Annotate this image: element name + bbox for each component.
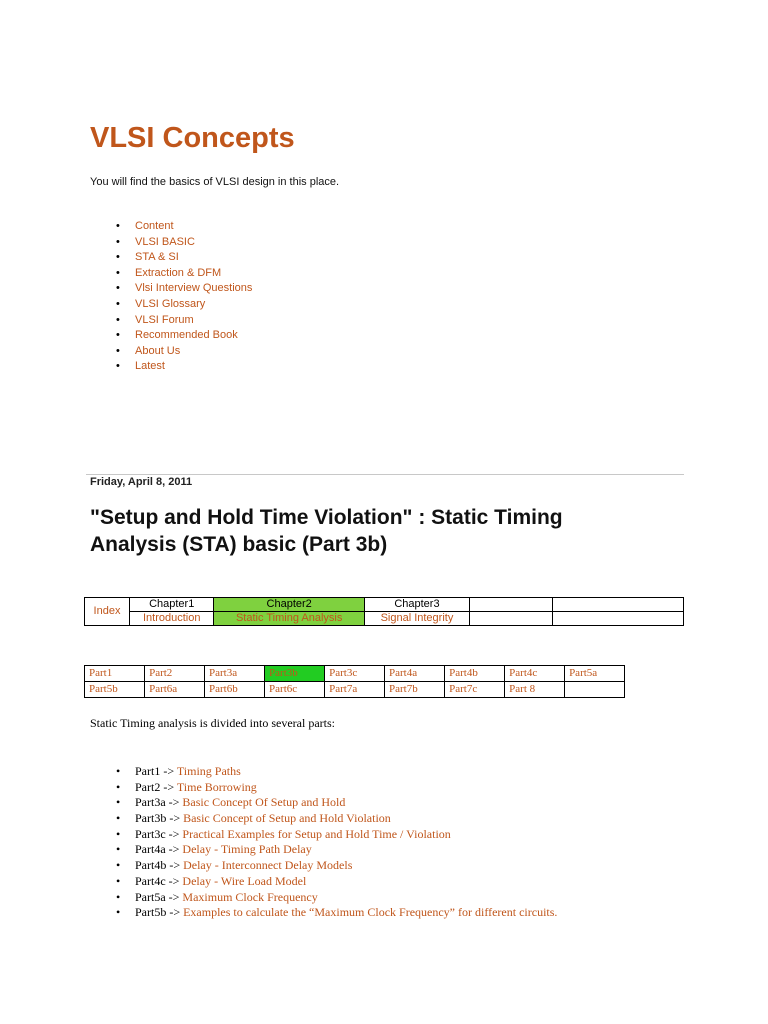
part-prefix: Part4a -> <box>135 842 183 857</box>
part-link[interactable]: Part 8 <box>509 683 536 695</box>
part-link[interactable]: Part3a <box>208 667 238 679</box>
blog-tagline: You will find the basics of VLSI design in this place. <box>90 176 340 188</box>
blog-title[interactable]: VLSI Concepts <box>90 122 295 154</box>
part-prefix: Part3a -> <box>135 795 183 810</box>
part-list-link[interactable]: Examples to calculate the “Maximum Clock Frequency” for different circuits. <box>183 905 558 920</box>
nav-link[interactable]: VLSI Glossary <box>135 297 206 310</box>
part-link[interactable]: Part5b <box>89 683 118 695</box>
part-link[interactable]: Part4b <box>449 667 478 679</box>
parts-list <box>116 764 557 921</box>
list-item <box>116 764 557 780</box>
part-link[interactable]: Part2 <box>149 667 173 679</box>
part-prefix: Part4c -> <box>135 873 183 888</box>
parts-table <box>84 665 625 698</box>
chapter1-link[interactable]: Introduction <box>142 612 201 624</box>
part-list-link[interactable]: Time Borrowing <box>176 779 257 794</box>
nav-item-vlsi-basic <box>116 235 252 251</box>
post-date: Friday, April 8, 2011 <box>90 476 193 488</box>
part-list-link[interactable]: Basic Concept of Setup and Hold Violation <box>183 811 391 826</box>
nav-link[interactable]: Extraction & DFM <box>135 266 222 279</box>
nav-link[interactable]: VLSI BASIC <box>135 235 195 248</box>
list-item <box>116 795 557 811</box>
empty-cell <box>553 598 684 612</box>
part-list-link[interactable]: Delay - Interconnect Delay Models <box>183 858 353 873</box>
part-prefix: Part1 -> <box>135 764 177 778</box>
part-prefix: Part4b -> <box>135 858 184 873</box>
part-link-current[interactable]: Part3b <box>269 667 298 679</box>
list-item <box>116 858 557 874</box>
part-link[interactable]: Part6c <box>269 683 298 695</box>
list-item <box>116 842 557 858</box>
nav-item-latest <box>116 359 252 375</box>
part-prefix: Part5b -> <box>135 905 184 920</box>
nav-item-extraction-dfm <box>116 266 252 282</box>
part-prefix: Part3b -> <box>135 811 184 826</box>
part-list-link[interactable]: Basic Concept Of Setup and Hold <box>182 795 346 810</box>
list-item <box>116 890 557 906</box>
part-link[interactable]: Part7a <box>329 683 358 695</box>
list-item <box>116 827 557 843</box>
nav-link[interactable]: Vlsi Interview Questions <box>135 282 253 295</box>
part-list-link[interactable]: Maximum Clock Frequency <box>182 889 318 904</box>
chapter1-label: Chapter1 <box>130 598 214 612</box>
index-link[interactable]: Index <box>93 605 121 617</box>
intro-text: Static Timing analysis is divided into several parts: <box>90 716 335 730</box>
chapter3-label: Chapter3 <box>364 598 469 612</box>
nav-item-glossary <box>116 297 252 313</box>
empty-cell <box>470 598 553 612</box>
part-link[interactable]: Part4c <box>509 667 538 679</box>
nav-menu <box>116 219 252 375</box>
part-list-link[interactable]: Timing Paths <box>176 764 241 778</box>
part-prefix: Part5a -> <box>135 889 183 904</box>
post-title[interactable]: "Setup and Hold Time Violation" : Static Timing Analysis (STA) basic (Part 3b) <box>90 506 563 556</box>
chapter2-label: Chapter2 <box>214 598 364 612</box>
chapter3-link[interactable]: Signal Integrity <box>380 612 454 624</box>
list-item <box>116 874 557 890</box>
part-list-link[interactable]: Delay - Wire Load Model <box>182 873 307 888</box>
divider <box>86 474 684 475</box>
part-list-link[interactable]: Delay - Timing Path Delay <box>182 842 312 857</box>
nav-link[interactable]: About Us <box>135 344 181 357</box>
nav-link[interactable]: VLSI Forum <box>135 313 194 326</box>
list-item <box>116 811 557 827</box>
part-prefix: Part2 -> <box>135 779 177 794</box>
empty-cell <box>553 612 684 626</box>
part-link[interactable]: Part1 <box>89 667 113 679</box>
empty-cell <box>470 612 553 626</box>
chapter2-link[interactable]: Static Timing Analysis <box>235 612 343 624</box>
nav-link[interactable]: Content <box>135 220 174 232</box>
nav-item-content <box>116 219 252 235</box>
nav-item-recommended-book <box>116 328 252 344</box>
nav-item-about-us <box>116 344 252 360</box>
part-link[interactable]: Part4a <box>389 667 418 679</box>
nav-link[interactable]: STA & SI <box>135 251 179 264</box>
nav-link[interactable]: Recommended Book <box>135 329 238 342</box>
part-prefix: Part3c -> <box>135 826 183 841</box>
nav-link[interactable]: Latest <box>135 360 165 373</box>
nav-item-forum <box>116 313 252 329</box>
nav-item-sta-si <box>116 250 252 266</box>
list-item <box>116 780 557 796</box>
nav-item-interview-questions <box>116 281 252 297</box>
part-link[interactable]: Part5a <box>569 667 598 679</box>
chapter-table <box>84 597 684 626</box>
list-item <box>116 905 557 921</box>
part-link[interactable]: Part7c <box>449 683 478 695</box>
part-link[interactable]: Part6a <box>149 683 178 695</box>
part-list-link[interactable]: Practical Examples for Setup and Hold Time / Violation <box>182 826 451 841</box>
part-link[interactable]: Part7b <box>389 683 418 695</box>
part-link[interactable]: Part6b <box>208 683 238 695</box>
empty-cell <box>565 682 625 698</box>
part-link[interactable]: Part3c <box>329 667 358 679</box>
